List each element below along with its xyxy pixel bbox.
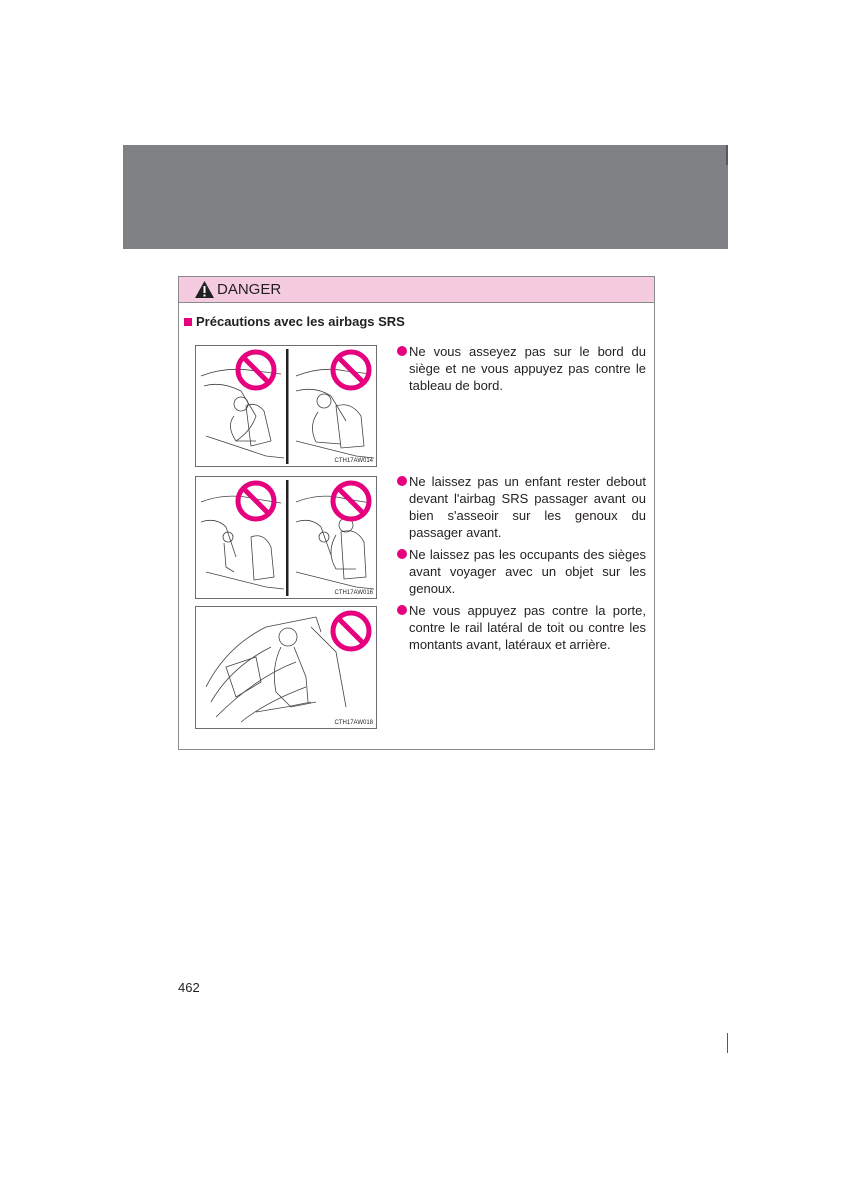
car-interior-illustration xyxy=(196,477,376,598)
bullet-list xyxy=(397,546,646,597)
section-title-text: Précautions avec les airbags SRS xyxy=(196,314,405,329)
prohibition-icon xyxy=(333,613,369,649)
danger-header xyxy=(179,277,654,303)
list-item xyxy=(397,343,646,394)
bullet-text: Ne vous appuyez pas contre la porte, contre le rail latéral de toit ou contre les montants avant, latéraux et arrière. xyxy=(409,603,646,652)
bullet-dot-icon xyxy=(397,605,407,615)
warning-triangle-icon xyxy=(194,280,215,299)
square-bullet-icon xyxy=(184,318,192,326)
list-item xyxy=(397,473,646,541)
bullet-text: Ne laissez pas les occupants des sièges avant voyager avec un objet sur les genoux. xyxy=(409,547,646,596)
figure-code: CTH17AW014 xyxy=(334,458,373,464)
car-interior-illustration xyxy=(196,607,376,728)
page-number: 462 xyxy=(178,980,200,995)
section-title xyxy=(184,314,405,329)
bullet-text: Ne vous asseyez pas sur le bord du siège et ne vous appuyez pas contre le tableau de bord. xyxy=(409,344,646,393)
figure-code: CTH17AW018 xyxy=(334,720,373,726)
list-item xyxy=(397,602,646,653)
car-interior-illustration xyxy=(196,346,376,466)
illustration-leaning-on-door xyxy=(195,606,377,729)
chapter-header-band xyxy=(123,145,728,249)
prohibition-icon xyxy=(333,483,369,519)
prohibition-icon xyxy=(238,352,274,388)
list-item xyxy=(397,546,646,597)
bullet-list xyxy=(397,602,646,653)
illustration-edge-of-seat xyxy=(195,345,377,467)
danger-box xyxy=(178,276,655,750)
figure-code: CTH17AW016 xyxy=(334,590,373,596)
header-edge-mark xyxy=(726,145,728,165)
illustration-child-front-seat xyxy=(195,476,377,599)
bullet-dot-icon xyxy=(397,476,407,486)
bullet-list xyxy=(397,473,646,541)
margin-rule xyxy=(727,1033,728,1053)
bullet-dot-icon xyxy=(397,549,407,559)
danger-label: DANGER xyxy=(217,281,282,298)
bullet-text: Ne laissez pas un enfant rester debout devant l'airbag SRS passager avant ou bien s'asseoir sur les genoux du passager avant. xyxy=(409,474,646,540)
bullet-list xyxy=(397,343,646,394)
bullet-dot-icon xyxy=(397,346,407,356)
